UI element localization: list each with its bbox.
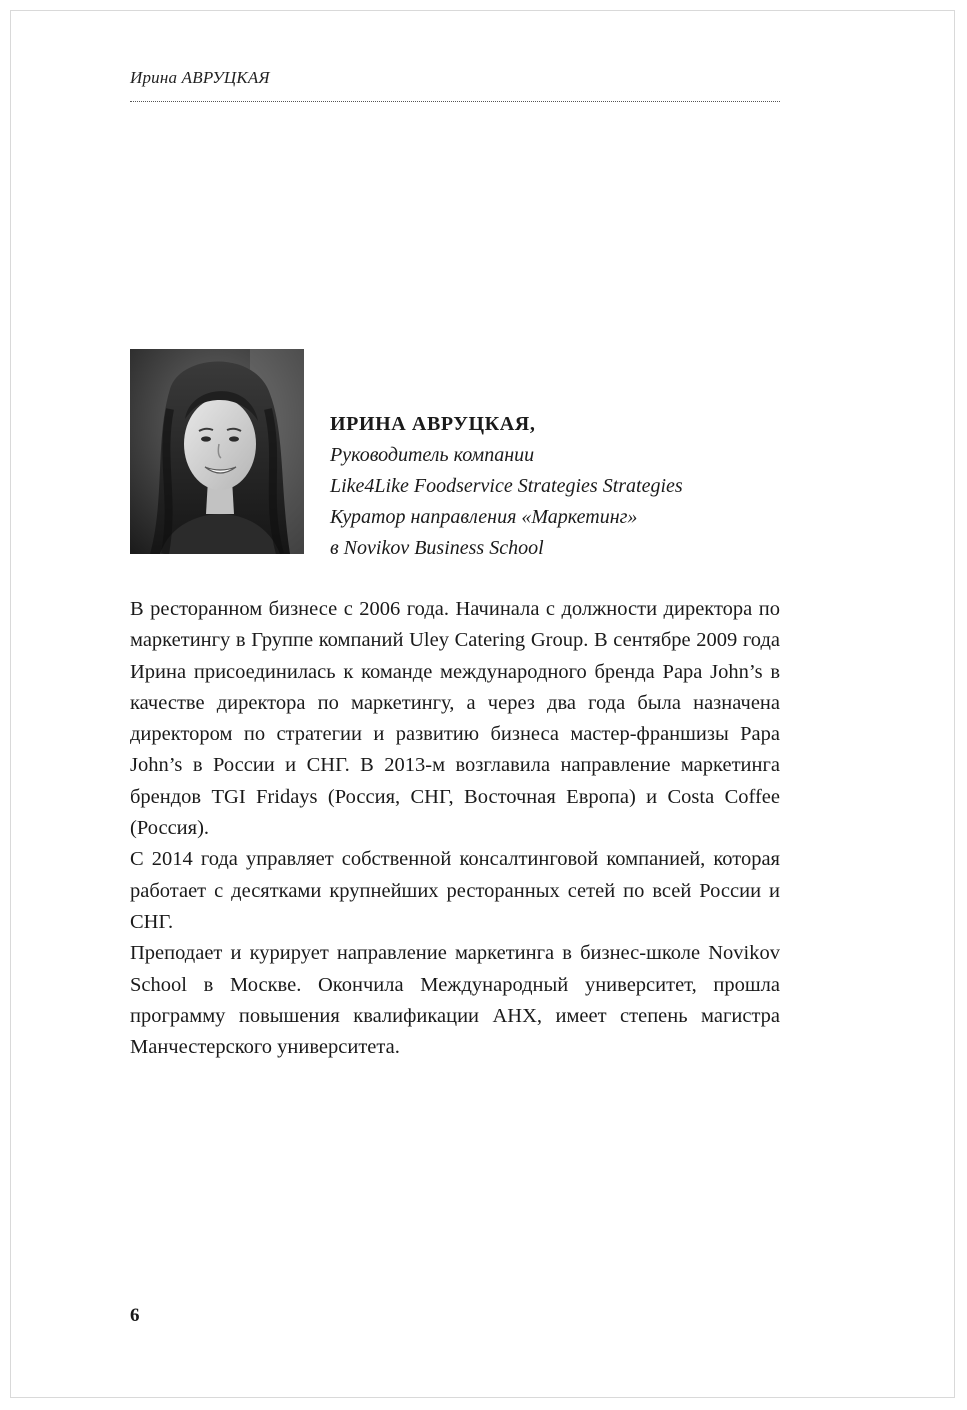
portrait-illustration: [130, 349, 304, 554]
author-name: ИРИНА АВРУЦКАЯ,: [330, 413, 536, 435]
author-portrait: [130, 349, 304, 554]
biography-text: [130, 594, 780, 1063]
running-header: Ирина АВРУЦКАЯ: [130, 68, 270, 87]
bio-paragraph: Преподает и курирует направление маркетинга в бизнес-школе Novikov School в Москве. Окончила Международный университет, прошла программу повышения квалификации АНХ, имеет степень магистра Манчестерского университета.: [130, 942, 780, 1059]
author-block: [130, 349, 780, 559]
bio-paragraph: В ресторанном бизнесе с 2006 года. Начинала с должности директора по маркетингу в Группе компаний Uley Catering Group. В сентябре 2009 года Ирина присоединилась к команде международного бренда Papa John’s в качестве директора по маркетингу, а через два года была назначена директором по стратегии и развитию бизнеса мастер-франшизы Papa John’s в России и СНГ. В 2013-м возглавила направление маркетинга брендов TGI Fridays (Россия, СНГ, Восточная Европа) и Costa Coffee (Россия).: [130, 598, 780, 840]
header-divider: [130, 101, 780, 102]
author-role-line: в Novikov Business School: [330, 537, 544, 559]
author-role-line: Руководитель компании: [330, 444, 535, 466]
author-credits: [330, 409, 790, 564]
page-number: 6: [130, 1305, 140, 1326]
bio-paragraph: С 2014 года управляет собственной консалтинговой компанией, которая работает с десятками крупнейших ресторанных сетей по всей России и СНГ.: [130, 848, 780, 933]
author-role-line: Куратор направления «Маркетинг»: [330, 506, 638, 528]
author-role-line: Like4Like Foodservice Strategies Strategies: [330, 475, 683, 497]
